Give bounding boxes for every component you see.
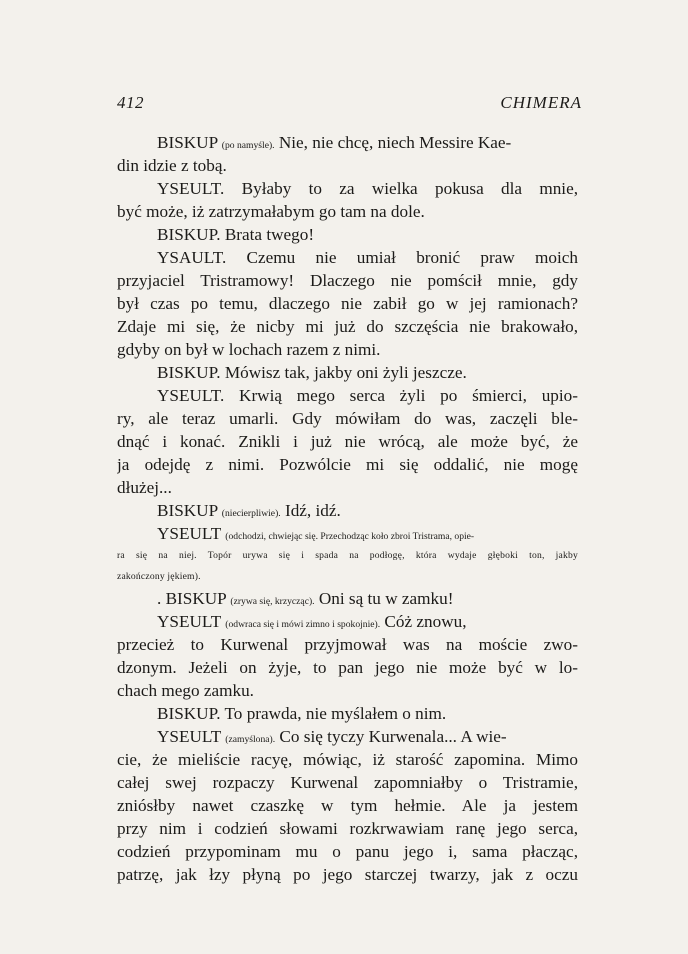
- text-line: przyjaciel Tristramowy! Dlaczego nie pomścił mnie, gdy: [117, 271, 578, 290]
- text-line: YSEULT. Byłaby to za wielka pokusa dla mnie,: [157, 179, 578, 198]
- text-line: zakończony jękiem).: [117, 571, 201, 582]
- text-line: przy nim i codzień słowami rozkrwawiam ranę jego serca,: [117, 819, 578, 838]
- stage-direction: (zamyślona).: [225, 734, 276, 745]
- text-line: YSAULT. Czemu nie umiał bronić praw moich: [157, 248, 578, 267]
- text-line: [117, 725, 578, 748]
- body-text: [117, 131, 578, 886]
- dialogue-text: BISKUP: [157, 133, 222, 152]
- text-line: BISKUP. To prawda, nie myślałem o nim.: [157, 704, 447, 723]
- stage-direction: (odwraca się i mówi zimno i spokojnie).: [225, 619, 381, 630]
- text-line: chach mego zamku.: [117, 681, 254, 700]
- stage-direction: (zrywa się, krzycząc).: [230, 596, 315, 607]
- dialogue-text: Oni są tu w zamku!: [314, 589, 454, 608]
- text-line: [117, 499, 578, 522]
- text-line: [117, 610, 578, 633]
- dialogue-text: Co się tyczy Kurwenala... A wie-: [275, 727, 507, 746]
- text-line: [117, 522, 578, 545]
- text-line: codzień przypominam mu o panu jego i, sama płacząc,: [117, 842, 578, 861]
- text-line: dnąć i konać. Znikli i już nie wrócą, ale może być, że: [117, 432, 578, 451]
- text-line: [117, 587, 578, 610]
- page-header: [117, 93, 582, 115]
- text-line: był czas po temu, dlaczego nie zabił go w jej ramionach?: [117, 294, 578, 313]
- text-line: ja odejdę z nimi. Pozwólcie mi się oddalić, nie mogę: [117, 455, 578, 474]
- text-line: ry, ale teraz umarli. Gdy mówiłam do was, zaczęli ble-: [117, 409, 578, 428]
- text-line: cie, że mieliście racyę, mówiąc, iż starość zapomina. Mimo: [117, 750, 578, 769]
- dialogue-text: Idź, idź.: [280, 501, 341, 520]
- dialogue-text: Cóż znowu,: [380, 612, 467, 631]
- page-number: 412: [117, 93, 144, 112]
- text-line: dłużej...: [117, 478, 172, 497]
- dialogue-text: YSEULT: [157, 524, 226, 543]
- text-line: przecież to Kurwenal przyjmował was na moście zwo-: [117, 635, 578, 654]
- dialogue-text: Nie, nie chcę, niech Messire Kae-: [274, 133, 512, 152]
- text-line: [117, 131, 578, 154]
- text-line: gdyby on był w lochach razem z nimi.: [117, 340, 381, 359]
- text-line: din idzie z tobą.: [117, 156, 227, 175]
- text-line: dzonym. Jeżeli on żyje, to pan jego nie może być w lo-: [117, 658, 578, 677]
- dialogue-text: YSEULT: [157, 727, 226, 746]
- text-line: YSEULT. Krwią mego serca żyli po śmierci, upio-: [157, 386, 578, 405]
- text-line: być może, iż zatrzymałabym go tam na dole.: [117, 202, 425, 221]
- text-line: ra się na niej. Topór urywa się i spada na podłogę, która wydaje głęboki ton, jakby: [117, 550, 578, 561]
- stage-direction: (po namyśle).: [221, 140, 275, 151]
- dialogue-text: . BISKUP: [157, 589, 231, 608]
- stage-direction: (niecierpliwie).: [221, 508, 281, 519]
- dialogue-text: YSEULT: [157, 612, 226, 631]
- text-line: BISKUP. Mówisz tak, jakby oni żyli jeszcze.: [157, 363, 467, 382]
- text-line: BISKUP. Brata twego!: [157, 225, 315, 244]
- text-line: całej swej rozpaczy Kurwenal zapomniałby o Tristramie,: [117, 773, 578, 792]
- text-line: zniósłby nawet czaszkę w tym hełmie. Ale ja jestem: [117, 796, 578, 815]
- dialogue-text: BISKUP: [157, 501, 222, 520]
- text-line: Zdaje mi się, że nicby mi już do szczęścia nie brakowało,: [117, 317, 578, 336]
- stage-direction: (odchodzi, chwiejąc się. Przechodząc koło zbroi Tristrama, opie-: [225, 531, 475, 542]
- running-title: CHIMERA: [500, 93, 582, 112]
- text-line: patrzę, jak łzy płyną po jego starczej twarzy, jak z oczu: [117, 865, 578, 884]
